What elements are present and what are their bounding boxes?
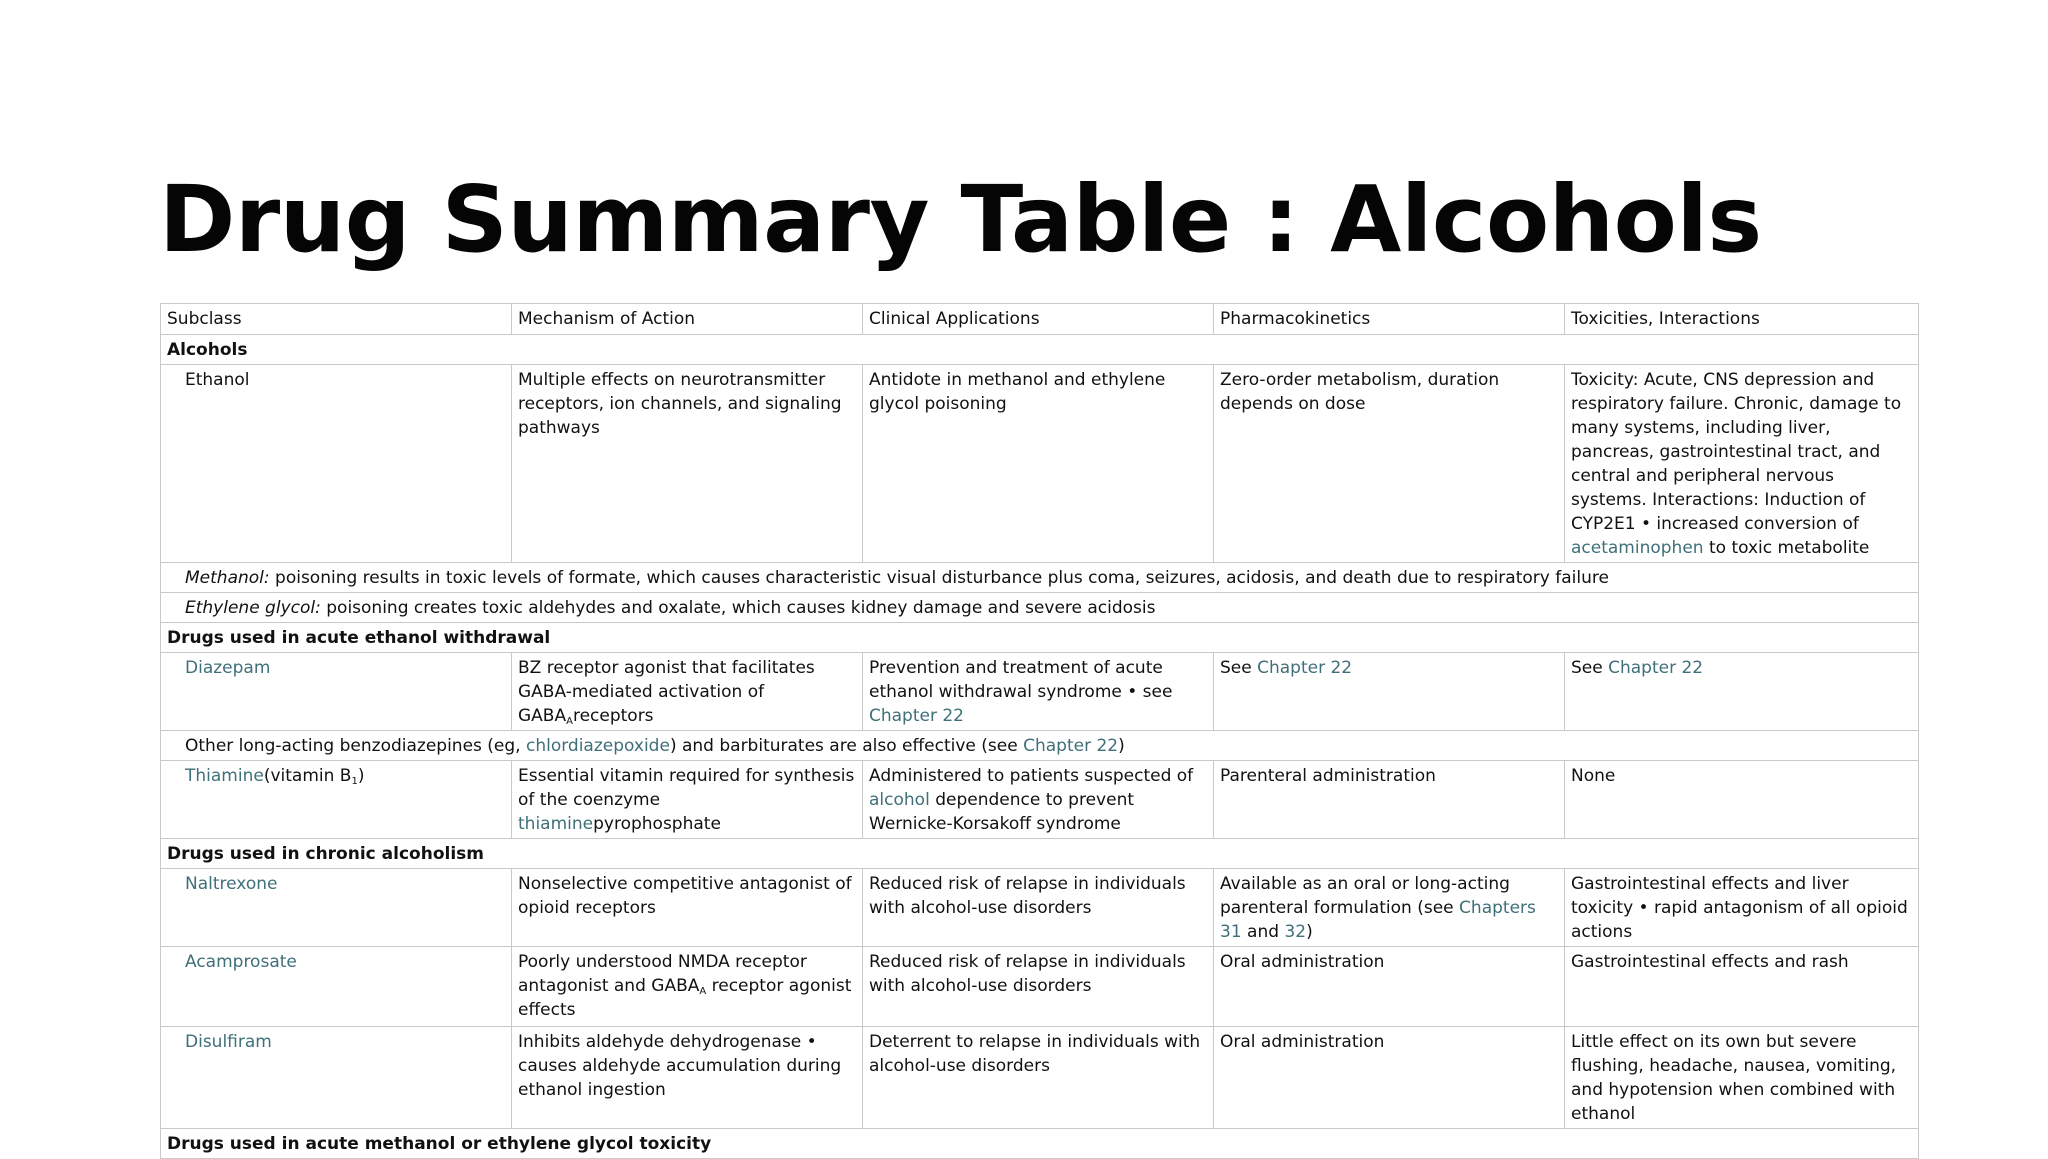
chapter-22-link[interactable]: Chapter 22 — [1608, 658, 1704, 678]
table-row-disulfiram — [161, 1027, 1919, 1129]
note-label: Methanol: — [185, 568, 270, 588]
toxicity-text: Toxicity: Acute, CNS depression and respiratory failure. Chronic, damage to many systems, including liver, pancreas, gastrointestinal tract, and central and peripheral nervous systems. Interactions: Induction of CYP2E1 • increased conversion of — [1571, 370, 1902, 534]
table-row-diazepam — [161, 653, 1919, 731]
drug-name-text-end: ) — [357, 766, 365, 786]
toxicity-cell — [1565, 653, 1919, 731]
toxicity-cell: Gastrointestinal effects and liver toxicity • rapid antagonism of all opioid actions — [1565, 869, 1919, 947]
section-row-methanol-toxicity — [161, 1129, 1919, 1159]
page-title: Drug Summary Table : Alcohols — [159, 166, 1762, 273]
column-header-clinical: Clinical Applications — [863, 304, 1214, 335]
subscript: 1 — [351, 776, 358, 787]
table-row-naltrexone — [161, 869, 1919, 947]
mechanism-cell: Multiple effects on neurotransmitter receptors, ion channels, and signaling pathways — [512, 365, 863, 563]
note-text: poisoning creates toxic aldehydes and oxalate, which causes kidney damage and severe acidosis — [320, 598, 1156, 618]
clinical-cell: Reduced risk of relapse in individuals with alcohol-use disorders — [863, 869, 1214, 947]
subscript: A — [566, 716, 573, 727]
section-heading: Alcohols — [161, 335, 1919, 365]
diazepam-link[interactable]: Diazepam — [185, 658, 271, 678]
note-text: Other long-acting benzodiazepines (eg, — [185, 736, 526, 756]
chapters-31-link[interactable]: Chapters 31 — [1220, 898, 1536, 942]
mechanism-cell — [512, 947, 863, 1027]
note-cell — [161, 593, 1919, 623]
note-text: ) and barbiturates are also effective (see — [669, 736, 1024, 756]
toxicity-cell: Gastrointestinal effects and rash — [1565, 947, 1919, 1027]
table-row-benzodiazepine-note — [161, 731, 1919, 761]
subscript: A — [699, 986, 707, 997]
mechanism-text-end: receptors — [572, 706, 654, 726]
pk-cell — [1214, 869, 1565, 947]
mechanism-cell — [512, 653, 863, 731]
alcohol-link[interactable]: alcohol — [869, 790, 930, 810]
acamprosate-link[interactable]: Acamprosate — [185, 952, 297, 972]
pk-cell: Oral administration — [1214, 1027, 1565, 1129]
mechanism-text-end: pyrophosphate — [593, 814, 721, 834]
table-row-methanol-note — [161, 563, 1919, 593]
chapter-22-link[interactable]: Chapter 22 — [869, 706, 965, 726]
clinical-text: Prevention and treatment of acute ethanol withdrawal syndrome • see — [869, 658, 1173, 702]
toxicity-cell: None — [1565, 761, 1919, 839]
mechanism-text: Poorly understood NMDA receptor antagonist and GABA — [518, 952, 807, 996]
mechanism-cell: Inhibits aldehyde dehydrogenase • causes aldehyde accumulation during ethanol ingestion — [512, 1027, 863, 1129]
pk-text: and — [1241, 922, 1285, 942]
drug-name-cell — [161, 869, 512, 947]
pk-cell: Zero-order metabolism, duration depends on dose — [1214, 365, 1565, 563]
section-heading: Drugs used in acute ethanol withdrawal — [161, 623, 1919, 653]
column-header-subclass: Subclass — [161, 304, 512, 335]
column-header-mechanism: Mechanism of Action — [512, 304, 863, 335]
disulfiram-link[interactable]: Disulfiram — [185, 1032, 272, 1052]
note-cell — [161, 731, 1919, 761]
drug-name-text: (vitamin B — [263, 766, 352, 786]
mechanism-cell: Nonselective competitive antagonist of opioid receptors — [512, 869, 863, 947]
section-heading: Drugs used in chronic alcoholism — [161, 839, 1919, 869]
drug-name-cell — [161, 761, 512, 839]
pk-cell — [1214, 653, 1565, 731]
section-heading: Drugs used in acute methanol or ethylene glycol toxicity — [161, 1129, 1919, 1159]
pk-text: Available as an oral or long-acting parenteral formulation (see — [1220, 874, 1510, 918]
table-row-ethanol — [161, 365, 1919, 563]
clinical-text-end: dependence to prevent Wernicke-Korsakoff syndrome — [869, 790, 1135, 834]
clinical-text: Administered to patients suspected of — [869, 766, 1194, 786]
pk-cell: Oral administration — [1214, 947, 1565, 1027]
section-row-acute-withdrawal — [161, 623, 1919, 653]
clinical-cell: Deterrent to relapse in individuals with alcohol-use disorders — [863, 1027, 1214, 1129]
table-header-row — [161, 304, 1919, 335]
section-row-chronic-alcoholism — [161, 839, 1919, 869]
drug-summary-table — [160, 303, 1919, 1159]
acetaminophen-link[interactable]: acetaminophen — [1571, 538, 1704, 558]
table-row-ethylene-note — [161, 593, 1919, 623]
chlordiazepoxide-link[interactable]: chlordiazepoxide — [525, 736, 670, 756]
section-row-alcohols — [161, 335, 1919, 365]
chapter-22-link[interactable]: Chapter 22 — [1257, 658, 1353, 678]
mechanism-text: Essential vitamin required for synthesis of the coenzyme — [518, 766, 855, 810]
toxicity-text: See — [1571, 658, 1609, 678]
drug-name-cell — [161, 653, 512, 731]
column-header-pharmacokinetics: Pharmacokinetics — [1214, 304, 1565, 335]
pk-cell: Parenteral administration — [1214, 761, 1565, 839]
toxicity-text-end: to toxic metabolite — [1703, 538, 1870, 558]
thiamine-link[interactable]: thiamine — [518, 814, 594, 834]
pk-text: See — [1220, 658, 1258, 678]
table-row-thiamine — [161, 761, 1919, 839]
toxicity-cell — [1565, 365, 1919, 563]
clinical-cell — [863, 653, 1214, 731]
drug-name-cell — [161, 1027, 512, 1129]
mechanism-text-end: receptor agonist effects — [518, 976, 852, 1020]
mechanism-cell — [512, 761, 863, 839]
clinical-cell: Reduced risk of relapse in individuals with alcohol-use disorders — [863, 947, 1214, 1027]
drug-name: Ethanol — [161, 365, 512, 563]
note-label: Ethylene glycol: — [185, 598, 321, 618]
mechanism-text: BZ receptor agonist that facilitates GABA-mediated activation of GABA — [518, 658, 815, 726]
drug-name-cell — [161, 947, 512, 1027]
note-cell — [161, 563, 1919, 593]
pk-text: ) — [1306, 922, 1313, 942]
note-text: poisoning results in toxic levels of formate, which causes characteristic visual disturbance plus coma, seizures, acidosis, and death due to respiratory failure — [269, 568, 1609, 588]
column-header-toxicities: Toxicities, Interactions — [1565, 304, 1919, 335]
chapter-32-link[interactable]: 32 — [1284, 922, 1307, 942]
naltrexone-link[interactable]: Naltrexone — [185, 874, 278, 894]
toxicity-cell: Little effect on its own but severe flushing, headache, nausea, vomiting, and hypotension when combined with ethanol — [1565, 1027, 1919, 1129]
clinical-cell — [863, 761, 1214, 839]
chapter-22-link[interactable]: Chapter 22 — [1023, 736, 1119, 756]
note-text: ) — [1118, 736, 1125, 756]
clinical-cell: Antidote in methanol and ethylene glycol poisoning — [863, 365, 1214, 563]
thiamine-link[interactable]: Thiamine — [185, 766, 264, 786]
table-row-acamprosate — [161, 947, 1919, 1027]
